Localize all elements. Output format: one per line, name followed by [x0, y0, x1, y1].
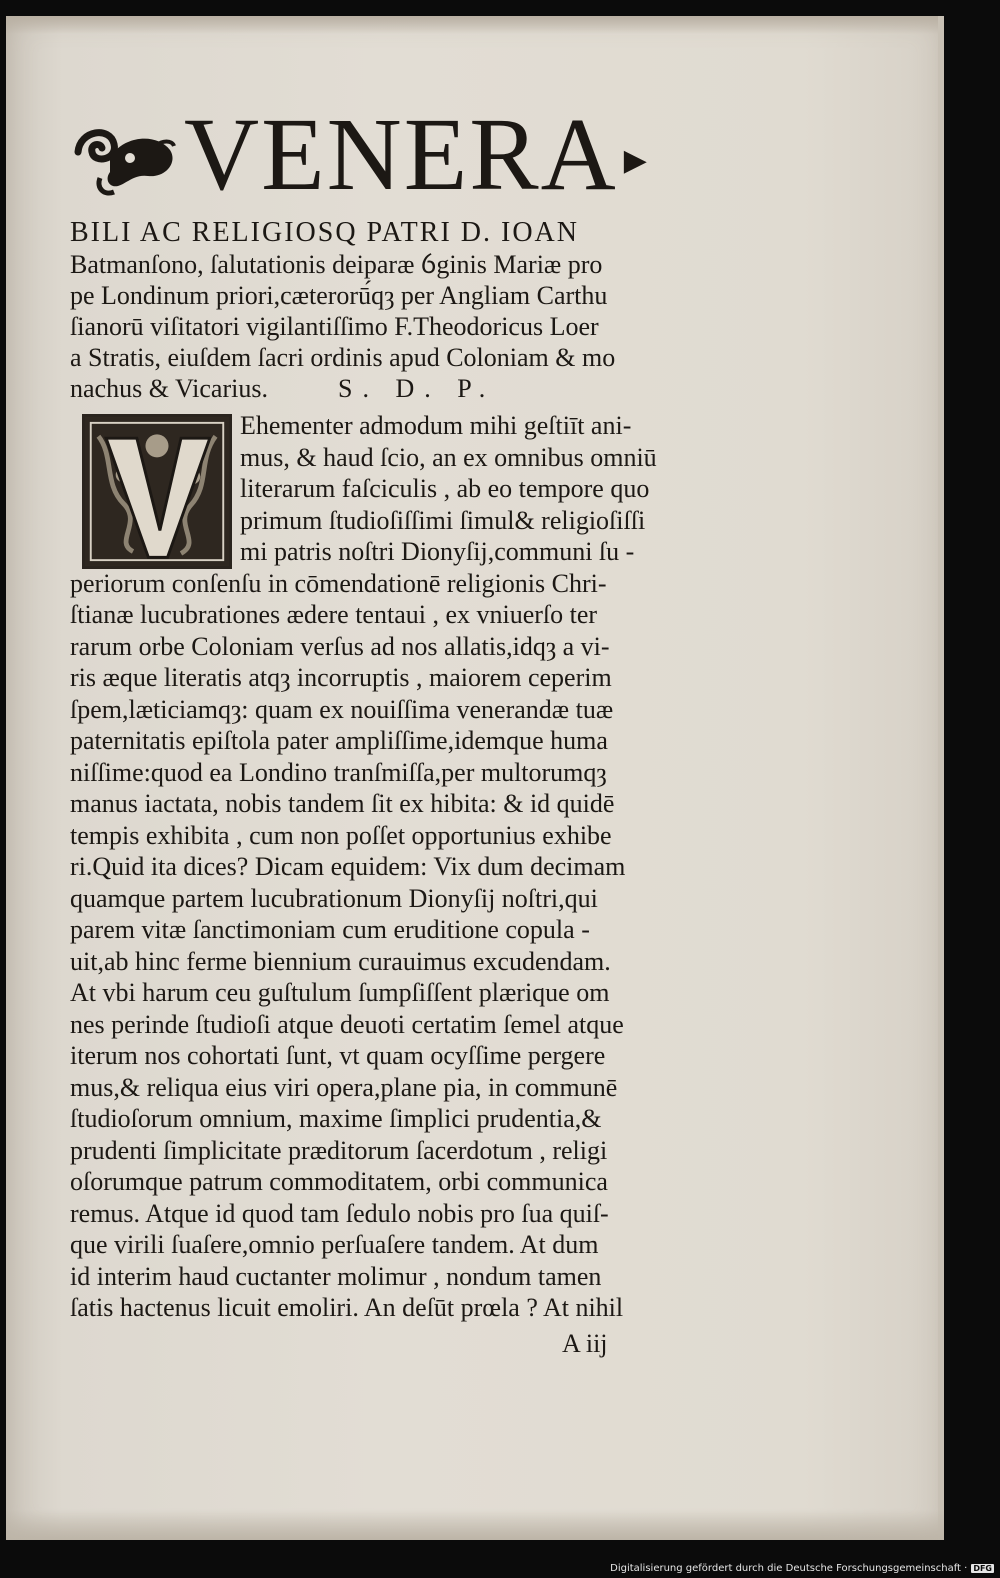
body-line: id interim haud cuctanter molimur , nondum tamen — [70, 1261, 602, 1291]
page-top-stain — [6, 16, 944, 34]
decorated-initial-v-icon — [82, 414, 232, 569]
dfg-logo-icon: DFG — [973, 1564, 992, 1573]
body-line: At vbi harum ceu guſtulum ſumpſiſſent plærique om — [70, 978, 610, 1007]
headline-arrow-icon: ▶ — [623, 142, 647, 178]
body-line: periorum conſenſu in cōmendationē religionis Chri- — [70, 568, 607, 598]
dedication-last-text: nachus & Vicarius. — [70, 374, 268, 403]
fleuron-ornament-icon — [70, 100, 180, 210]
digitization-credit — [610, 1563, 994, 1574]
page-edge — [938, 16, 944, 1540]
dedication-line: pe Londinum priori,cæterorū́qȝ per Angliam Carthu — [70, 281, 608, 310]
signature-mark: A iij — [562, 1328, 608, 1358]
body-line: uit,ab hinc ferme biennium curauimus excudendam. — [70, 946, 611, 976]
body-line: oſorumque patrum commoditatem, orbi communica — [70, 1167, 608, 1196]
body-line: rarum orbe Coloniam verſus ad nos allatis,idqȝ a vi- — [70, 631, 610, 661]
body-line: paternitatis epiſtola pater ampliſſime,idemque huma — [70, 726, 608, 755]
credit-text: Digitalisierung gefördert durch die Deutsche Forschungsgemeinschaft · — [610, 1563, 968, 1574]
body-text — [70, 410, 750, 1324]
body-line: remus. Atque id quod tam ſedulo nobis pro ſua quiſ- — [70, 1198, 609, 1228]
body-line: mi patris noſtri Dionyſij,communi ſu - — [240, 537, 635, 566]
headline-word: VENERA — [184, 97, 618, 212]
body-line: literarum faſciculis , ab eo tempore quo — [240, 474, 650, 503]
dedication-line-last — [70, 373, 750, 404]
body-line: parem vitæ ſanctimoniam cum eruditione copula - — [70, 915, 590, 944]
body-line: Ehementer admodum mihi geſtiīt ani- — [240, 411, 632, 440]
body-line: que virili ſuaſere,omnio perſuaſere tandem. At dum — [70, 1230, 599, 1259]
body-line: mus, & haud ſcio, an ex omnibus omniū — [240, 442, 657, 472]
body-line: ris æque literatis atqȝ incorruptis , maiorem ceperim — [70, 663, 612, 692]
dedication-line: Batmanſono, ſalutationis deiparæ ỽginis Mariæ pro — [70, 250, 603, 279]
body-line: mus,& reliqua eius viri opera,plane pia, in communē — [70, 1072, 618, 1102]
body-line: primum ſtudioſiſſimi ſimul& religioſiſſi — [240, 505, 646, 535]
body-line: nes perinde ſtudioſi atque deuoti certatim ſemel atque — [70, 1009, 624, 1039]
subtitle-line: BILI AC RELIGIOSQ PATRI D. IOAN — [70, 217, 579, 248]
body-line: ſatis hactenus licuit emoliri. An deſūt prœla ? At nihil — [70, 1293, 624, 1322]
dedication — [70, 249, 750, 404]
body-line: quamque partem lucubrationum Dionyſij noſtri,qui — [70, 883, 598, 913]
body-line: manus iactata, nobis tandem ſit ex hibita: & id quidē — [70, 789, 615, 818]
body-line: ri.Quid ita dices? Dicam equidem: Vix dum decimam — [70, 852, 626, 881]
body-line: ſpem,læticiamqȝ: quam ex nouiſſima venerandæ tuæ — [70, 694, 614, 724]
body-line: niſſime:quod ea Londino tranſmiſſa,per multorumqȝ — [70, 757, 607, 787]
body-line: ſtudioſorum omnium, maxime ſimplici prudentia,& — [70, 1104, 602, 1133]
dedication-line: a Stratis, eiuſdem ſacri ordinis apud Coloniam & mo — [70, 343, 616, 372]
dedication-line: ſianorū viſitatori vigilantiſſimo F.Theodoricus Loer — [70, 312, 599, 341]
body-line: tempis exhibita , cum non poſſet opportunius exhibe — [70, 820, 612, 850]
page-text — [70, 95, 750, 1362]
body-line: prudenti ſimplicitate præditorum ſacerdotum , religi — [70, 1135, 608, 1165]
headline — [70, 95, 750, 215]
body-line: iterum nos cohortati ſunt, vt quam ocyſſime pergere — [70, 1041, 606, 1070]
salutation: S. D. P. — [337, 374, 496, 403]
body-line: ſtianæ lucubrationes ædere tentaui , ex vniuerſo ter — [70, 600, 598, 629]
page-bottom-shade — [6, 1510, 944, 1540]
